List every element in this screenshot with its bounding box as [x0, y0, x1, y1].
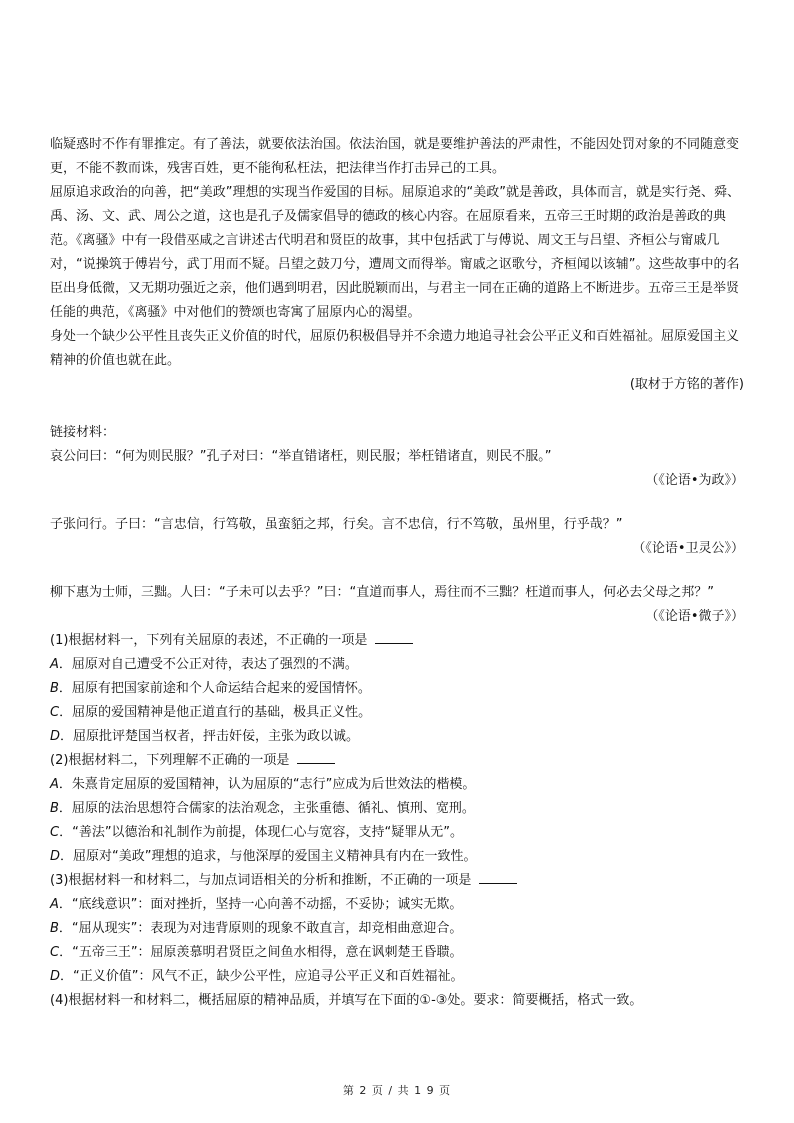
option-text: ．“五帝三王”：屈原羡慕明君贤臣之间鱼水相得，意在讽刺楚王昏聩。	[59, 945, 463, 960]
answer-option	[50, 941, 744, 965]
link-material-title: 链接材料：	[50, 425, 116, 440]
answer-option	[50, 893, 744, 917]
question-stem-text: (4)根据材料一和材料二，概括屈原的精神品质，并填写在下面的①-③处。要求：简要概括，格式一致。	[50, 993, 643, 1008]
body-paragraph-2: 屈原追求政治的向善，把“美政”理想的实现当作爱国的目标。屈原追求的“美政”就是善政，具体而言，就是实行尧、舜、禹、汤、文、武、周公之道，这也是孔子及儒家倡导的德政的核心内容。在屈原看来，五帝三王时期的政治是善政的典范。《离骚》中有一段借巫咸之言讲述古代明君和贤臣的故事，其中包括武丁与傅说、周文王与吕望、齐桓公与甯戚几对，“说操筑于傅岩兮，武丁用而不疑。吕望之鼓刀兮，遭周文而得举。甯戚之讴歌兮，齐桓闻以该辅”。这些故事中的名臣出身低微，又无期功强近之亲，他们遇到明君，因此脱颖而出，与君主一同在正确的道路上不断进步。五帝三王是举贤任能的典范，《离骚》中对他们的赞颂也寄寓了屈原内心的渴望。	[50, 185, 740, 320]
question-stem	[50, 869, 744, 893]
question-stem-text: (3)根据材料一和材料二，与加点词语相关的分析和推断，不正确的一项是	[50, 873, 472, 888]
option-text: ．“底线意识”：面对挫折，坚持一心向善不动摇，不妥协；诚实无欺。	[58, 897, 463, 912]
option-letter: D	[50, 729, 61, 744]
source-citation: (取材于方铭的著作)	[629, 377, 744, 392]
option-letter: D	[50, 969, 61, 984]
quote-text: 哀公问曰：“何为则民服？”孔子对曰：“举直错诸枉，则民服；举枉错诸直，则民不服。”	[50, 449, 552, 464]
quote-source: （《论语•卫灵公》）	[632, 541, 744, 556]
option-text: ．“善法”以德治和礼制作为前提，体现仁心与宽容，支持“疑罪从无”。	[59, 825, 464, 840]
answer-option	[50, 653, 744, 677]
answer-option	[50, 821, 744, 845]
answer-blank[interactable]	[375, 629, 413, 644]
quote-text: 柳下惠为士师，三黜。人曰：“子未可以去乎？”曰：“直道而事人，焉往而不三黜？枉道而事人，何必去父母之邦？”	[50, 585, 714, 600]
answer-option	[50, 677, 744, 701]
answer-option	[50, 965, 744, 989]
page-footer: 第 2 页 / 共 1 9 页	[342, 1084, 452, 1097]
spacer	[50, 493, 744, 513]
quote-source: （《论语•为政》）	[645, 473, 744, 488]
answer-blank[interactable]	[479, 869, 517, 884]
option-letter: C	[50, 825, 60, 840]
question-stem-text: (1)根据材料一，下列有关屈原的表述，不正确的一项是	[50, 633, 368, 648]
option-text: ．屈原有把国家前途和个人命运结合起来的爱国情怀。	[58, 681, 371, 696]
option-text: ．屈原对“美政”理想的追求，与他深厚的爱国主义精神具有内在一致性。	[60, 849, 477, 864]
option-letter: A	[50, 777, 59, 792]
spacer	[50, 561, 744, 581]
question-stem	[50, 749, 744, 773]
option-text: ．朱熹肯定屈原的爱国精神，认为屈原的“志行”应成为后世效法的楷模。	[58, 777, 476, 792]
option-letter: C	[50, 945, 60, 960]
spacer	[50, 397, 744, 421]
option-letter: B	[50, 801, 59, 816]
option-letter: A	[50, 657, 59, 672]
option-text: ．“正义价值”：风气不正，缺少公平性，应追寻公平正义和百姓福祉。	[60, 969, 464, 984]
quote-text: 子张问行。子曰：“言忠信，行笃敬，虽蛮貊之邦，行矣。言不忠信，行不笃敬，虽州里，行乎哉？”	[50, 517, 623, 532]
option-letter: B	[50, 681, 59, 696]
option-letter: B	[50, 921, 59, 936]
answer-option	[50, 917, 744, 941]
question-stem	[50, 989, 744, 1013]
option-letter: C	[50, 705, 60, 720]
answer-blank[interactable]	[297, 749, 335, 764]
option-letter: A	[50, 897, 59, 912]
body-paragraph-1: 临疑惑时不作有罪推定。有了善法，就要依法治国。依法治国，就是要维护善法的严肃性，不能因处罚对象的不同随意变更，不能不教而诛，残害百姓，更不能徇私枉法，把法律当作打击异己的工具。	[50, 137, 740, 176]
option-text: ．屈原对自己遭受不公正对待，表达了强烈的不满。	[58, 657, 358, 672]
question-stem-text: (2)根据材料二，下列理解不正确的一项是	[50, 753, 290, 768]
option-letter: D	[50, 849, 61, 864]
answer-option	[50, 797, 744, 821]
quote-source: （《论语•微子》）	[645, 609, 744, 624]
option-text: ．屈原的爱国精神是他正道直行的基础，极具正义性。	[59, 705, 372, 720]
answer-option	[50, 845, 744, 869]
option-text: ．屈原批评楚国当权者，抨击奸佞，主张为政以诚。	[60, 729, 360, 744]
option-text: ．“屈从现实”：表现为对违背原则的现象不敢直言，却竞相曲意迎合。	[58, 921, 463, 936]
page-content	[50, 133, 744, 1013]
answer-option	[50, 773, 744, 797]
question-stem	[50, 629, 744, 653]
option-text: ．屈原的法治思想符合儒家的法治观念，主张重德、循礼、慎刑、宽刑。	[58, 801, 475, 816]
answer-option	[50, 701, 744, 725]
body-paragraph-3: 身处一个缺少公平性且丧失正义价值的时代，屈原仍积极倡导并不余遗力地追寻社会公平正义和百姓福祉。屈原爱国主义精神的价值也就在此。	[50, 329, 740, 368]
answer-option	[50, 725, 744, 749]
